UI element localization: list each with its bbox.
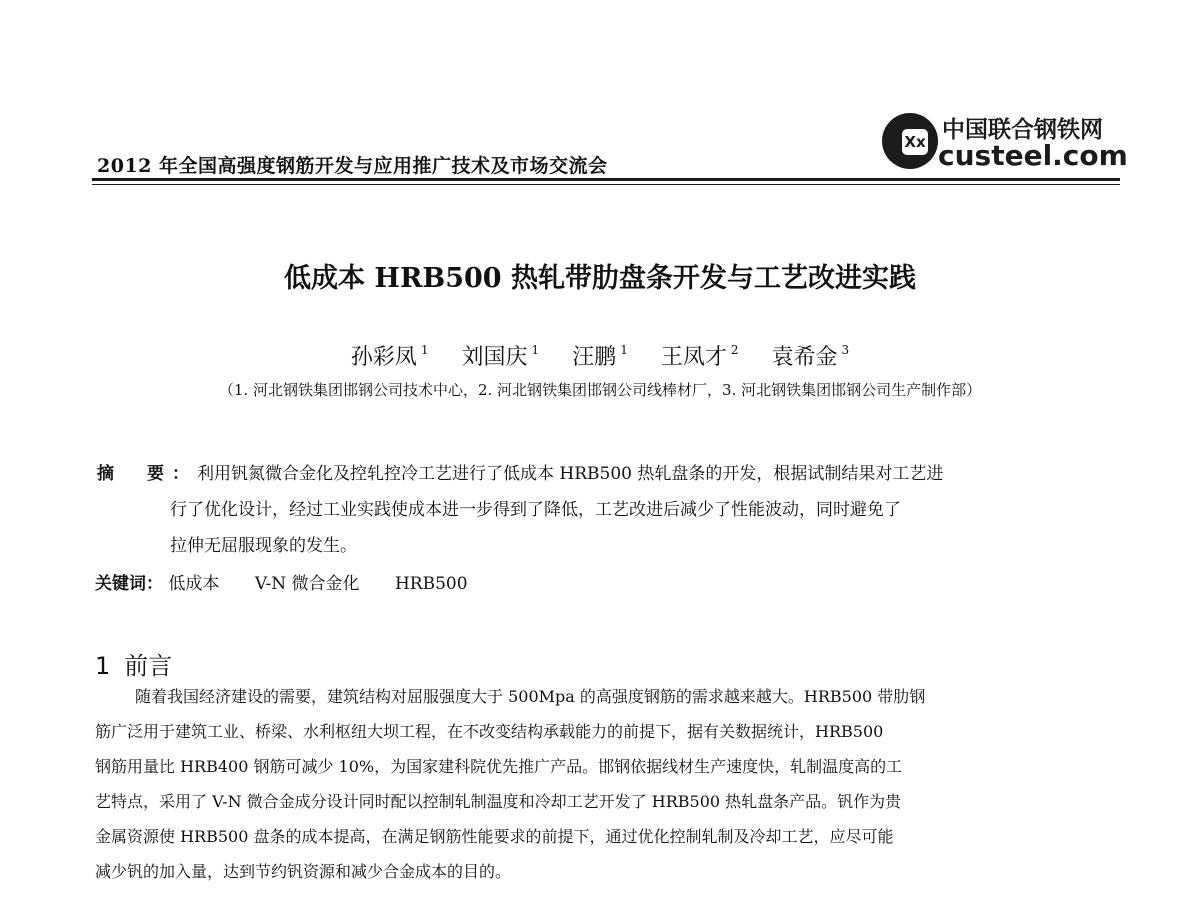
- author-affiliation-mark: 3: [841, 343, 850, 357]
- author-affiliation-mark: 1: [531, 343, 540, 357]
- section-number: 1: [95, 652, 111, 680]
- author: [661, 340, 739, 371]
- author: [572, 340, 628, 371]
- author-name: 刘国庆: [461, 345, 528, 370]
- keyword: V-N 微合金化: [254, 574, 360, 594]
- author-affiliation-mark: 1: [620, 343, 628, 357]
- abstract-text: 拉伸无屈服现象的发生。: [170, 536, 357, 556]
- section-body: [95, 679, 1125, 889]
- body-line: 减少钒的加入量，达到节约钒资源和减少合金成本的目的。: [95, 862, 512, 881]
- author: [462, 340, 540, 371]
- logo-badge: [882, 113, 938, 169]
- logo-badge-mark: Xx: [902, 129, 928, 155]
- header-rule-thick: [92, 178, 1120, 181]
- author-name: 孙彩凤: [350, 345, 417, 370]
- author-name: 袁希金: [771, 345, 838, 370]
- conference-header: 2012 年全国高强度钢筋开发与应用推广技术及市场交流会: [97, 155, 608, 177]
- abstract: [97, 456, 1097, 564]
- abstract-line: [97, 456, 1097, 492]
- author-affiliation-mark: 2: [730, 343, 739, 357]
- keywords: [95, 569, 498, 594]
- abstract-label: 摘 要：: [97, 464, 197, 484]
- header-rule-thin: [92, 184, 1120, 185]
- keywords-label: 关键词：: [95, 574, 163, 594]
- logo-chinese-name: 中国联合钢铁网: [942, 117, 1103, 143]
- paper-title: 低成本 HRB500 热轧带肋盘条开发与工艺改进实践: [284, 263, 916, 294]
- body-line: 钢筋用量比 HRB400 钢筋可减少 10%，为国家建科院优先推广产品。邯钢依据线材生产速度快，轧制温度高的工: [95, 757, 903, 776]
- body-line: 筋广泛用于建筑工业、桥梁、水利枢纽大坝工程，在不改变结构承载能力的前提下，据有关数据统计，HRB500: [95, 722, 884, 741]
- custeel-logo: [880, 107, 1128, 175]
- author: [351, 340, 429, 371]
- author-affiliation-mark: 1: [420, 343, 429, 357]
- body-line: 随着我国经济建设的需要，建筑结构对屈服强度大于 500Mpa 的高强度钢筋的需求越来越大。HRB500 带肋钢: [135, 687, 926, 706]
- abstract-line: [97, 528, 1097, 564]
- logo-english-name: custeel.com: [938, 139, 1128, 172]
- keyword: HRB500: [394, 574, 468, 594]
- abstract-text: 行了优化设计，经过工业实践使成本进一步得到了降低，工艺改进后减少了性能波动，同时避免了: [170, 500, 901, 520]
- abstract-text: 利用钒氮微合金化及控轧控冷工艺进行了低成本 HRB500 热轧盘条的开发，根据试制结果对工艺进: [197, 464, 944, 484]
- keyword: 低成本: [168, 574, 220, 594]
- affiliations: （1. 河北钢铁集团邯钢公司技术中心，2. 河北钢铁集团邯钢公司线棒材厂，3. 河北钢铁集团邯钢公司生产制作部）: [218, 381, 982, 399]
- author-name: 汪鹏: [572, 345, 617, 370]
- author-list: [0, 340, 1200, 371]
- section-heading: [95, 646, 172, 681]
- author: [771, 340, 849, 371]
- body-line: 金属资源使 HRB500 盘条的成本提高，在满足钢筋性能要求的前提下，通过优化控制轧制及冷却工艺，应尽可能: [95, 827, 894, 846]
- body-line: 艺特点，采用了 V-N 微合金成分设计同时配以控制轧制温度和冷却工艺开发了 HRB500 热轧盘条产品。钒作为贵: [95, 792, 902, 811]
- author-name: 王凤才: [660, 345, 727, 370]
- abstract-line: [97, 492, 1097, 528]
- section-title: 前言: [124, 652, 173, 680]
